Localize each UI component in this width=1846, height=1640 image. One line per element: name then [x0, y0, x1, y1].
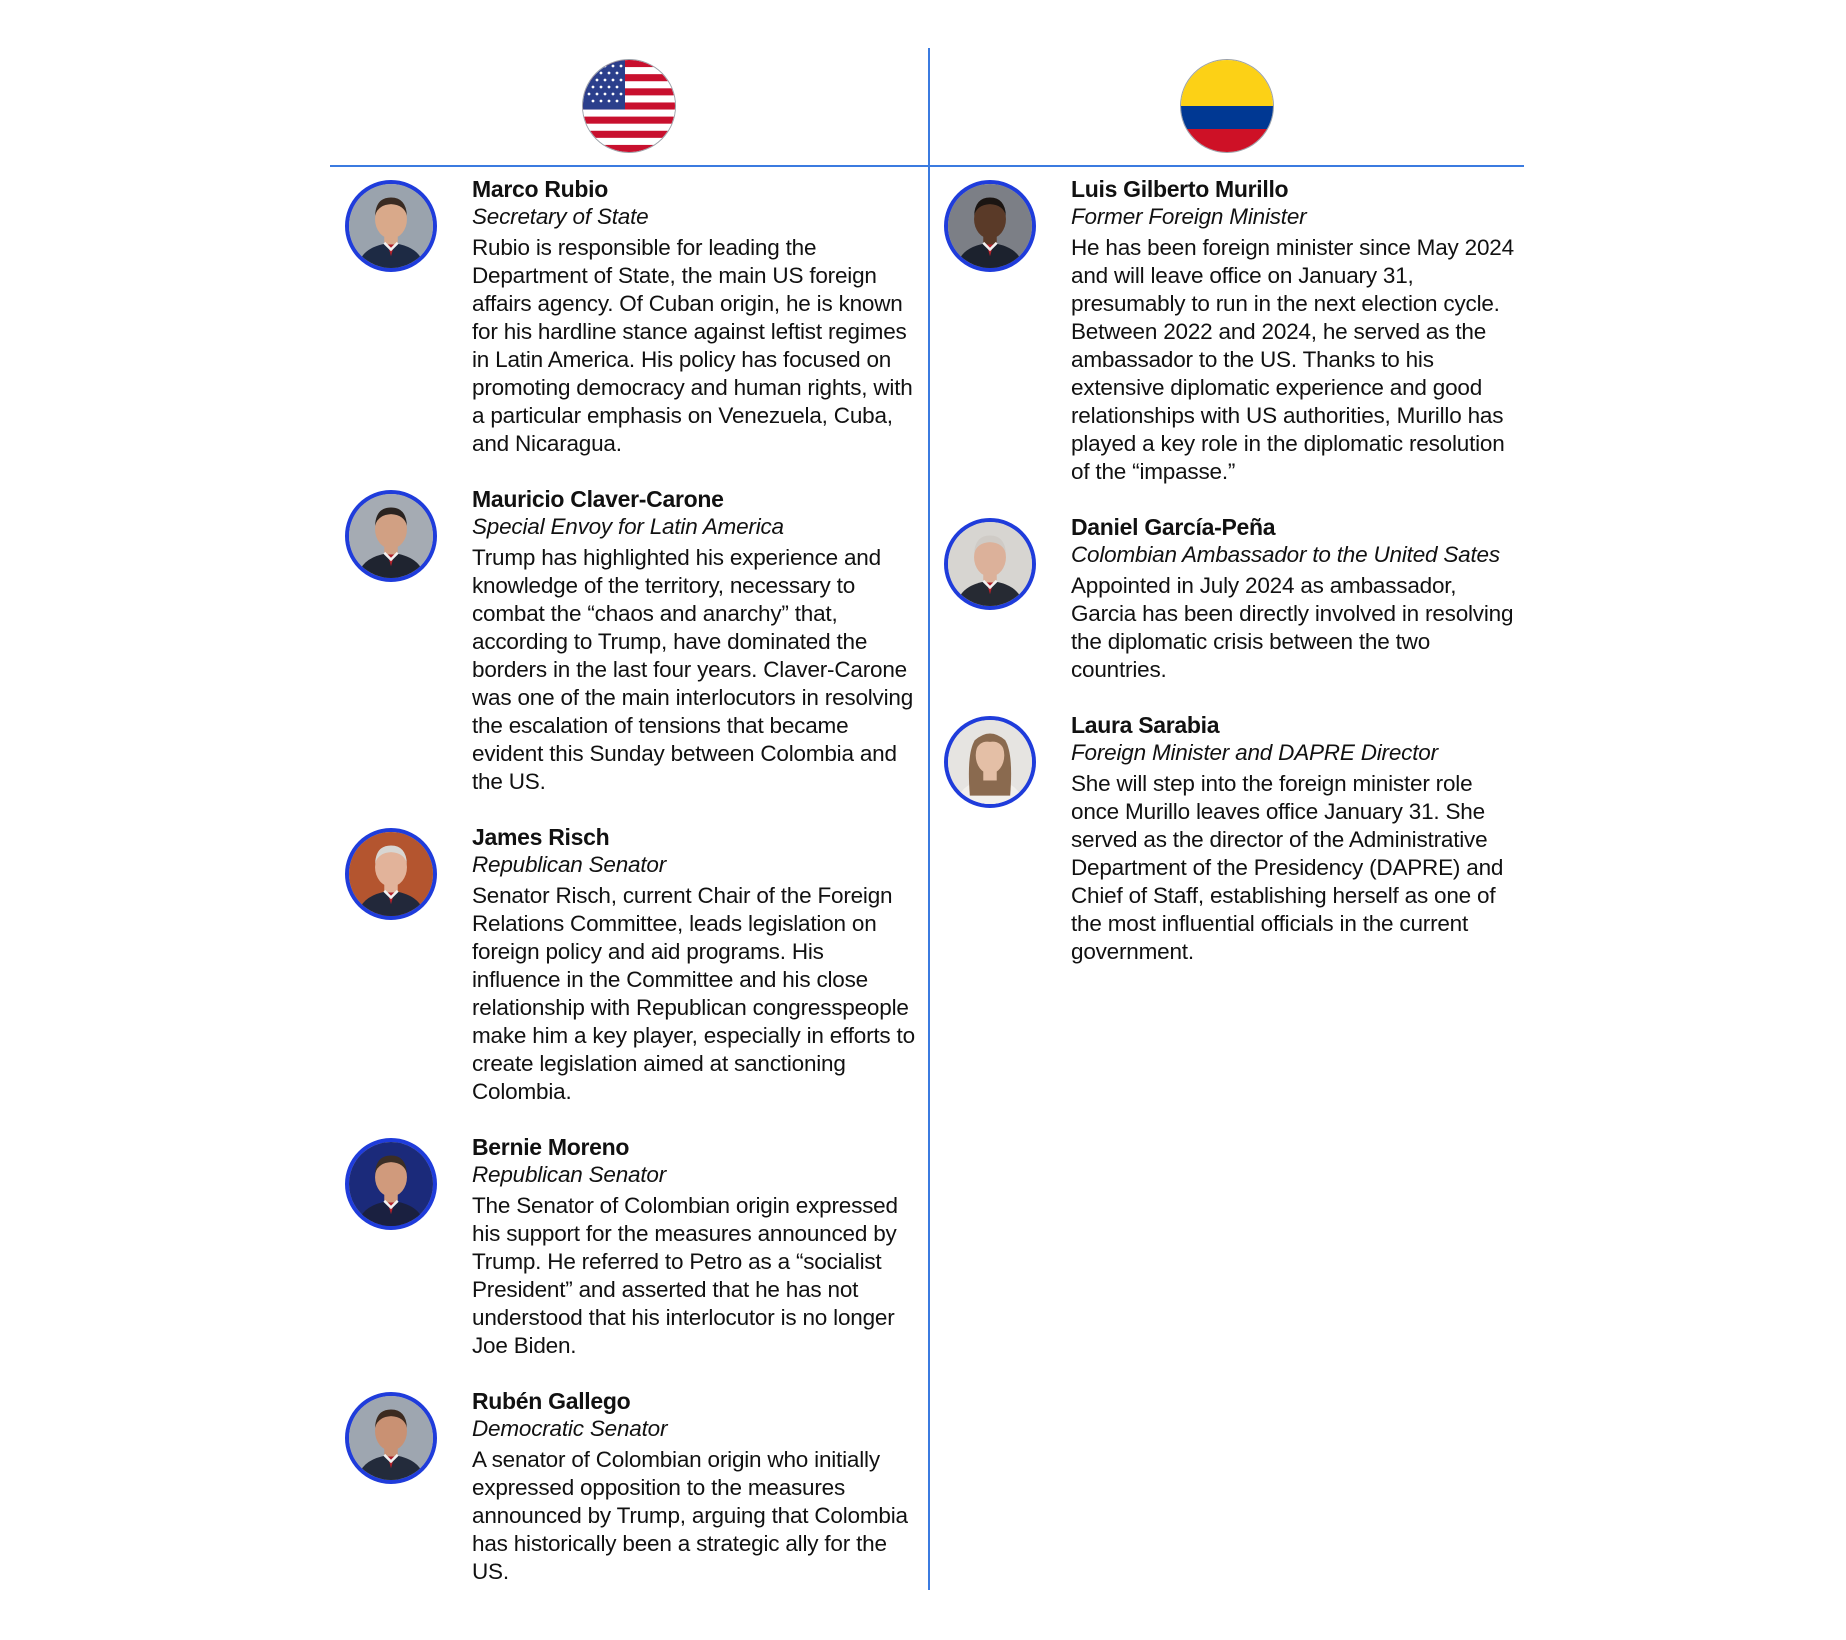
person-card-bernie-moreno	[345, 1134, 935, 1360]
person-role: Republican Senator	[472, 852, 667, 877]
avatar	[944, 180, 1036, 272]
person-name: Marco Rubio	[472, 176, 608, 202]
header-divider	[330, 165, 1524, 167]
avatar	[944, 716, 1036, 808]
person-description: Trump has highlighted his experience and knowledge of the territory, necessary to combat the “chaos and anarchy” that, according to Trump, have dominated the borders in the last four years. Claver-Carone was one of the main interlocutors in resolving the escalation of tensions that became evident this Sunday between Colombia and the US.	[472, 545, 914, 794]
person-name: James Risch	[472, 824, 610, 850]
person-description: The Senator of Colombian origin expressed his support for the measures announced by Trump. He referred to Petro as a “socialist President” and asserted that he has not understood that his interlocutor is no longer Joe Biden.	[472, 1193, 898, 1358]
person-description: She will step into the foreign minister role once Murillo leaves office January 31. She served as the director of the Administrative Department of the Presidency (DAPRE) and Chief of Staff, establishing herself as one of the most influential officials in the current government.	[1071, 771, 1504, 964]
person-name: Luis Gilberto Murillo	[1071, 176, 1289, 202]
avatar	[944, 518, 1036, 610]
colombia-officials-column	[944, 176, 1534, 994]
avatar	[345, 1138, 437, 1230]
person-card-daniel-garcia-pena	[944, 514, 1534, 684]
person-role: Special Envoy for Latin America	[472, 514, 784, 539]
person-description: He has been foreign minister since May 2024 and will leave office on January 31, presumably to run in the next election cycle. Between 2022 and 2024, he served as the ambassador to the US. Thanks to his extensive diplomatic experience and good relationships with US authorities, Murillo has played a key role in the diplomatic resolution of the “impasse.”	[1071, 235, 1514, 484]
us-officials-column	[345, 176, 935, 1614]
person-description: Rubio is responsible for leading the Department of State, the main US foreign affairs agency. Of Cuban origin, he is known for his hardline stance against leftist regimes in Latin America. His policy has focused on promoting democracy and human rights, with a particular emphasis on Venezuela, Cuba, and Nicaragua.	[472, 235, 913, 456]
avatar	[345, 828, 437, 920]
person-card-mauricio-claver-carone	[345, 486, 935, 796]
us-flag-icon	[583, 60, 675, 152]
person-role: Secretary of State	[472, 204, 649, 229]
avatar	[345, 490, 437, 582]
person-name: Rubén Gallego	[472, 1388, 631, 1414]
person-card-marco-rubio	[345, 176, 935, 458]
person-description: Appointed in July 2024 as ambassador, Garcia has been directly involved in resolving the diplomatic crisis between the two countries.	[1071, 573, 1514, 682]
person-card-james-risch	[345, 824, 935, 1106]
person-card-laura-sarabia	[944, 712, 1534, 966]
person-name: Daniel García-Peña	[1071, 514, 1276, 540]
person-description: Senator Risch, current Chair of the Foreign Relations Committee, leads legislation on foreign policy and aid programs. His influence in the Committee and his close relationship with Republican congresspeople make him a key player, especially in efforts to create legislation aimed at sanctioning Colombia.	[472, 883, 915, 1104]
person-role: Foreign Minister and DAPRE Director	[1071, 740, 1438, 765]
avatar	[345, 180, 437, 272]
person-role: Former Foreign Minister	[1071, 204, 1307, 229]
person-name: Bernie Moreno	[472, 1134, 630, 1160]
person-card-ruben-gallego	[345, 1388, 935, 1586]
person-card-luis-gilberto-murillo	[944, 176, 1534, 486]
person-name: Laura Sarabia	[1071, 712, 1220, 738]
person-role: Republican Senator	[472, 1162, 667, 1187]
person-role: Colombian Ambassador to the United Sates	[1071, 542, 1500, 567]
avatar	[345, 1392, 437, 1484]
person-description: A senator of Colombian origin who initially expressed opposition to the measures announced by Trump, arguing that Colombia has historically been a strategic ally for the US.	[472, 1447, 908, 1584]
person-role: Democratic Senator	[472, 1416, 668, 1441]
colombia-flag-icon	[1181, 60, 1273, 152]
person-name: Mauricio Claver-Carone	[472, 486, 724, 512]
